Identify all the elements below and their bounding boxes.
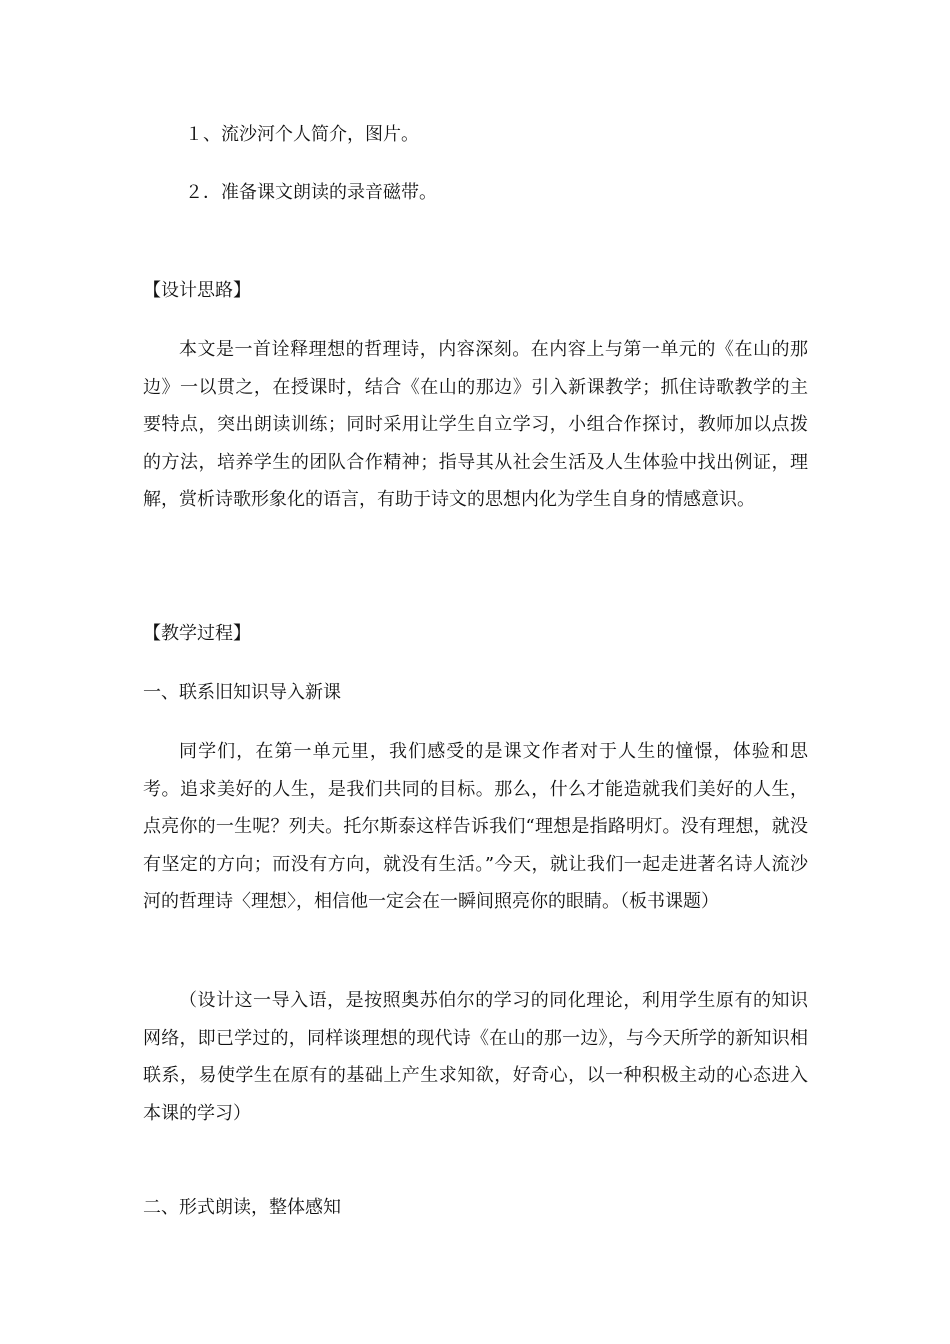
section-2-title: 二、形式朗读，整体感知 bbox=[143, 1197, 341, 1218]
process-heading: 【教学过程】 bbox=[143, 623, 251, 644]
section-1-title: 一、联系旧知识导入新课 bbox=[143, 682, 341, 703]
section-1-design-note: （设计这一导入语，是按照奥苏伯尔的学习的同化理论，利用学生原有的知识网络，即已学过的，同样谈理想的现代诗《在山的那一边》，与今天所学的新知识相联系，易使学生在原有的基础上产生求知欲，好奇心，以一种积极主动的心态进入本课的学习） bbox=[143, 990, 808, 1124]
design-paragraph: 本文是一首诠释理想的哲理诗，内容深刻。在内容上与第一单元的《在山的那边》一以贯之，在授课时，结合《在山的那边》引入新课教学；抓住诗歌教学的主要特点，突出朗读训练；同时采用让学生自立学习，小组合作探讨，教师加以点拨的方法，培养学生的团队合作精神；指导其从社会生活及人生体验中找出例证，理解，赏析诗歌形象化的语言，有助于诗文的思想内化为学生自身的情感意识。 bbox=[143, 339, 808, 511]
design-heading: 【设计思路】 bbox=[143, 280, 251, 301]
section-1-intro-paragraph: 同学们，在第一单元里，我们感受的是课文作者对于人生的憧憬，体验和思考。追求美好的人生，是我们共同的目标。那么，什么才能造就我们美好的人生，点亮你的一生呢？列夫。托尔斯泰这样告诉我们“理想是指路明灯。没有理想，就没有坚定的方向；而没有方向，就没有生活。”今天，就让我们一起走进著名诗人流沙河的哲理诗〈理想〉，相信他一定会在一瞬间照亮你的眼睛。（板书课题） bbox=[143, 741, 808, 913]
prep-item-2: ２．准备课文朗读的录音磁带。 bbox=[185, 182, 437, 203]
prep-item-1: １、流沙河个人简介，图片。 bbox=[185, 124, 419, 145]
